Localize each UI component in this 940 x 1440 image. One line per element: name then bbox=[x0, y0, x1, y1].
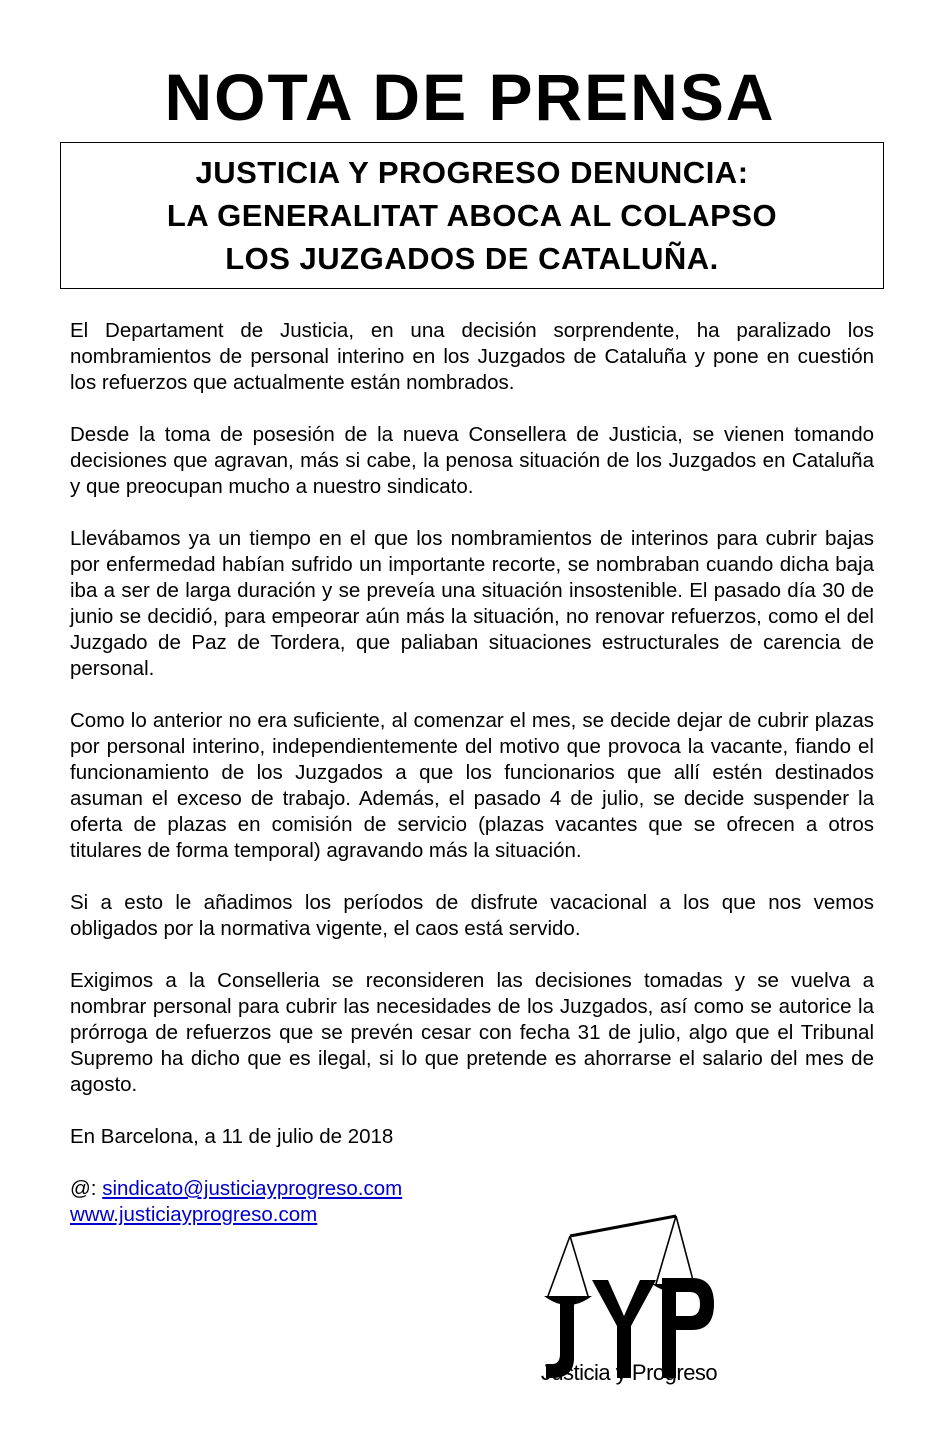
paragraph-5: Si a esto le añadimos los períodos de disfrute vacacional a los que nos vemos obligados por la normativa vigente, el caos está servido. bbox=[70, 891, 874, 940]
email-link[interactable]: sindicato@justiciayprogreso.com bbox=[102, 1177, 403, 1200]
paragraph-3: Llevábamos ya un tiempo en el que los nombramientos de interinos para cubrir bajas por enfermedad habían sufrido un importante recorte, se nombraban cuando dicha baja iba a ser de larga duración y se preveía una situación insostenible. El pasado día 30 de junio se decidió, para empeorar aún más la situación, no renovar refuerzos, como el del Juzgado de Paz de Tordera, que paliaban situaciones estructurales de carencia de personal. bbox=[70, 527, 874, 680]
paragraph-1: El Departament de Justicia, en una decisión sorprendente, ha paralizado los nombramientos de personal interino en los Juzgados de Cataluña y pone en cuestión los refuerzos que actualmente están nombrados. bbox=[70, 319, 874, 394]
headline-line-2: LA GENERALITAT ABOCA AL COLAPSO bbox=[166, 198, 778, 233]
press-release-title: NOTA DE PRENSA bbox=[164, 60, 776, 134]
dateline: En Barcelona, a 11 de julio de 2018 bbox=[70, 1125, 394, 1148]
headline-line-1: JUSTICIA Y PROGRESO DENUNCIA: bbox=[195, 155, 749, 190]
paragraph-4: Como lo anterior no era suficiente, al comenzar el mes, se decide dejar de cubrir plazas por personal interino, independientemente del motivo que provoca la vacante, fiando el funcionamiento de los Juzgados a que los funcionarios que allí estén destinados asuman el exceso de trabajo. Además, el pasado 4 de julio, se decide suspender la oferta de plazas en comisión de servicio (plazas vacantes que se ofrecen a otros titulares de forma temporal) agravando más la situación. bbox=[70, 709, 874, 862]
paragraph-6: Exigimos a la Conselleria se reconsideren las decisiones tomadas y se vuelva a nombrar personal para cubrir las necesidades de los Juzgados, así como se autorice la prórroga de refuerzos que se prevén cesar con fecha 31 de julio, algo que el Tribunal Supremo ha dicho que es ilegal, si lo que pretende es ahorrarse el salario del mes de agosto. bbox=[70, 969, 874, 1096]
website-link[interactable]: www.justiciayprogreso.com bbox=[70, 1203, 318, 1226]
email-line bbox=[70, 1176, 874, 1202]
logo-text: Justicia y Progreso bbox=[540, 1360, 718, 1385]
website-line bbox=[70, 1202, 874, 1228]
headline-box bbox=[60, 142, 884, 289]
headline-line-3: LOS JUZGADOS DE CATALUÑA. bbox=[225, 241, 719, 276]
email-prefix: @: bbox=[70, 1177, 103, 1200]
press-release-body bbox=[70, 318, 874, 1228]
paragraph-2: Desde la toma de posesión de la nueva Consellera de Justicia, se vienen tomando decisiones que agravan, más si cabe, la penosa situación de los Juzgados en Cataluña y que preocupan mucho a nuestro sindicato. bbox=[70, 423, 874, 498]
